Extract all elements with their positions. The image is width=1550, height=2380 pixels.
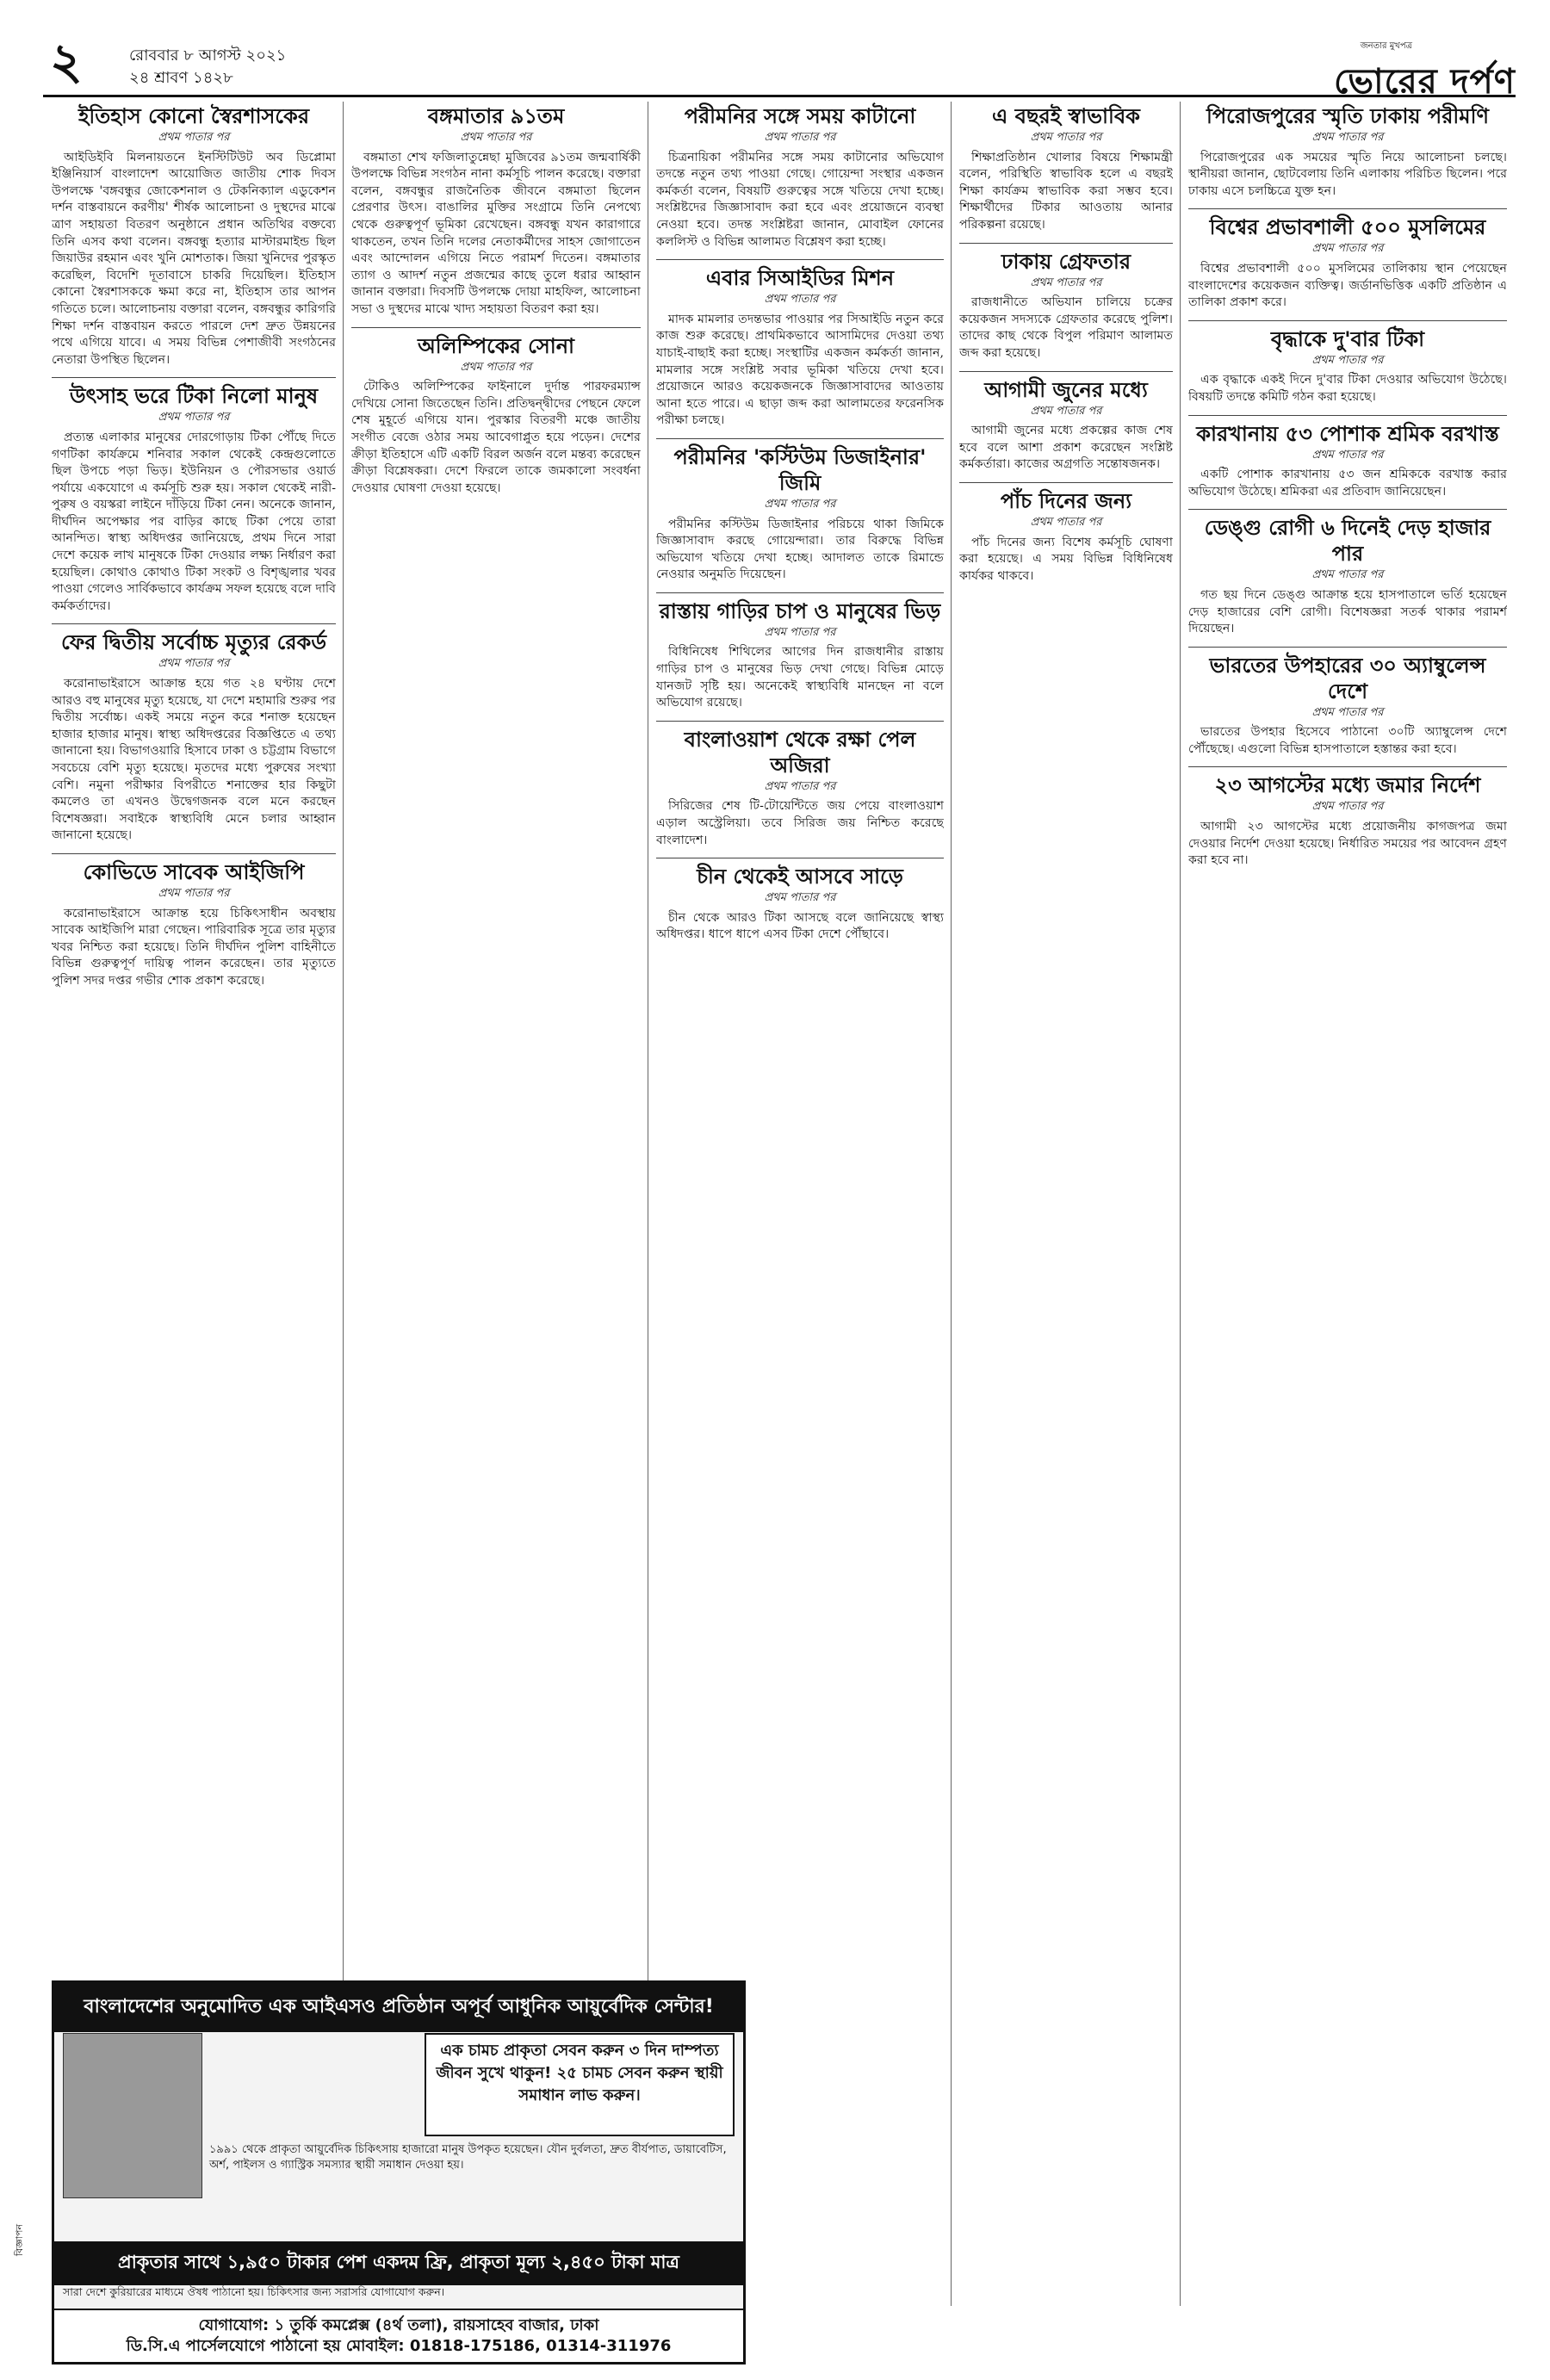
- jump-label: প্রথম পাতার পর: [158, 886, 230, 900]
- jump-label: প্রথম পাতার পর: [764, 497, 836, 511]
- story-body: টোকিও অলিম্পিকের ফাইনালে দুর্দান্ত পারফরম্যান্স দেখিয়ে সোনা জিতেছেন তিনি। প্রতিদ্বন্দ্বীদের পেছনে ফেলে শেষ মুহূর্তে এগিয়ে যান। পুরস্কার বিতরণী মঞ্চে জাতীয় সংগীত বেজে ওঠার সময় আবেগাপ্লুত হয়ে পড়েন। দেশের ক্রীড়া ইতিহাসে এটি একটি বিরল অর্জন বলে মন্তব্য করেছেন ক্রীড়া বিশ্লেষকরা। দেশে ফিরলে তাকে জমকালো সংবর্ধনা দেওয়ার ঘোষণা দেওয়া হয়েছে।: [351, 380, 641, 495]
- paper-tagline: জনতার মুখপত্র: [1360, 41, 1412, 51]
- story-death-record: [52, 629, 336, 845]
- jump-label: প্রথম পাতার পর: [1311, 242, 1384, 256]
- headline[interactable]: ২৩ আগস্টের মধ্যে জমার নির্দেশ: [1214, 773, 1481, 798]
- story-former-igp: [52, 859, 336, 990]
- story-olympic-gold: [351, 333, 641, 498]
- story-body: গত ছয় দিনে ডেঙ্গু আক্রান্ত হয়ে হাসপাতালে ভর্তি হয়েছেন দেড় হাজারের বেশি রোগী। বিশেষজ্ঞরা সতর্ক থাকার পরামর্শ দিয়েছেন।: [1188, 587, 1507, 636]
- ad-price-banner: প্রাকৃতার সাথে ১,৯৫০ টাকার পেশ একদম ফ্রি, প্রাকৃতা মূল্য ২,৪৫০ টাকা মাত্র: [54, 2241, 743, 2285]
- headline[interactable]: ইতিহাস কোনো স্বৈরশাসকের: [78, 104, 310, 128]
- page-number: ২: [50, 32, 83, 90]
- story-body: করোনাভাইরাসে আক্রান্ত হয়ে গত ২৪ ঘণ্টায় দেশে আরও বহু মানুষের মৃত্যু হয়েছে, যা দেশে মহামারি শুরুর পর দ্বিতীয় সর্বোচ্চ। একই সময়ে নতুন করে শনাক্ত হয়েছেন হাজার হাজার মানুষ। স্বাস্থ্য অধিদপ্তরের বিজ্ঞপ্তিতে এ তথ্য জানানো হয়। বিভাগওয়ারি হিসাবে ঢাকা ও চট্টগ্রাম বিভাগে সবচেয়ে বেশি মৃত্যু হয়েছে। মৃতদের মধ্যে পুরুষের সংখ্যা বেশি। নমুনা পরীক্ষার বিপরীতে শনাক্তের হার কিছুটা কমলেও তা এখনও উদ্বেগজনক বলে মনে করছেন বিশেষজ্ঞরা। সবাইকে স্বাস্থ্যবিধি মেনে চলার আহ্বান জানানো হয়েছে।: [52, 677, 336, 843]
- story-dengue: [1188, 515, 1507, 637]
- story-body: এক বৃদ্ধাকে একই দিনে দু'বার টিকা দেওয়ার অভিযোগ উঠেছে। বিষয়টি তদন্তে কমিটি গঠন করা হয়েছে।: [1188, 373, 1507, 404]
- jump-label: প্রথম পাতার পর: [1030, 131, 1102, 144]
- ad-doctor-photo: [63, 2033, 202, 2198]
- story-bangla-wash: [656, 727, 944, 849]
- headline[interactable]: উৎসাহ ভরে টিকা নিলো মানুষ: [69, 384, 319, 409]
- story-ambulances: [1188, 653, 1507, 759]
- headline[interactable]: বৃদ্ধাকে দু'বার টিকা: [1270, 326, 1425, 351]
- story-body: আগামী ২৩ আগস্টের মধ্যে প্রয়োজনীয় কাগজপত্র জমা দেওয়ার নির্দেশ দেওয়া হয়েছে। নির্ধারিত সময়ের পর আবেদন গ্রহণ করা হবে না।: [1188, 820, 1507, 868]
- story-body: চিত্রনায়িকা পরীমনির সঙ্গে সময় কাটানোর অভিযোগ তদন্তে নতুন তথ্য পাওয়া গেছে। গোয়েন্দা সংস্থার একজন কর্মকর্তা বলেন, বিষয়টি গুরুত্বের সঙ্গে খতিয়ে দেখা হচ্ছে। সংশ্লিষ্টদের জিজ্ঞাসাবাদ করা হবে এবং প্রয়োজনে ব্যবস্থা নেওয়া হবে। তদন্ত সংশ্লিষ্টরা জানান, মোবাইল ফোনের কললিস্ট ও বিভিন্ন আলামত বিশ্লেষণ করা হচ্ছে।: [656, 150, 944, 249]
- column-3: [656, 102, 944, 1970]
- jump-label: প্রথম পাতার পর: [1311, 131, 1384, 144]
- jump-label: প্রথম পাতার পর: [1311, 800, 1384, 814]
- advertisement[interactable]: [52, 1980, 746, 2365]
- story-body: একটি পোশাক কারখানায় ৫৩ জন শ্রমিককে বরখাস্ত করার অভিযোগ উঠেছে। শ্রমিকরা এর প্রতিবাদ জানিয়েছেন।: [1188, 468, 1507, 499]
- jump-label: প্রথম পাতার পর: [1311, 353, 1384, 367]
- column-divider: [343, 102, 344, 2306]
- ad-phone[interactable]: ডি.সি.এ পার্সেলযোগে পাঠানো হয় মোবাইল: 01818-175186, 01314-311976: [126, 2337, 672, 2355]
- story-body: বঙ্গমাতা শেখ ফজিলাতুন্নেছা মুজিবের ৯১তম জন্মবার্ষিকী উপলক্ষে বিভিন্ন সংগঠন নানা কর্মসূচি পালন করেছে। বক্তারা বলেন, বঙ্গবন্ধুর রাজনৈতিক জীবনে বঙ্গমাতা ছিলেন প্রেরণার উৎস। বাঙালির মুক্তির সংগ্রামে তিনি নেপথ্যে থেকে গুরুত্বপূর্ণ ভূমিকা রেখেছেন। বঙ্গবন্ধু যখন কারাগারে থাকতেন, তখন তিনি দলের নেতাকর্মীদের সাহস জোগাতেন এবং আন্দোলন এগিয়ে নিতে পরামর্শ দিতেন। বঙ্গমাতার ত্যাগ ও আদর্শ নতুন প্রজন্মের কাছে তুলে ধরার আহ্বান জানান বক্তারা। দিবসটি উপলক্ষে দোয়া মাহফিল, আলোচনা সভা ও দুস্থদের মাঝে খাদ্য সহায়তা বিতরণ করা হয়।: [351, 150, 641, 316]
- masthead: [43, 32, 1516, 102]
- story-body: ভারতের উপহার হিসেবে পাঠানো ৩০টি অ্যাম্বুলেন্স দেশে পৌঁছেছে। এগুলো বিভিন্ন হাসপাতালে হস্তান্তর করা হবে।: [1188, 725, 1507, 756]
- headline[interactable]: ফের দ্বিতীয় সর্বোচ্চ মৃত্যুর রেকর্ড: [60, 630, 326, 655]
- story-body: পিরোজপুরের এক সময়ের স্মৃতি নিয়ে আলোচনা চলছে। স্থানীয়রা জানান, ছোটবেলায় তিনি এলাকায় পরিচিত ছিলেন। পরে ঢাকায় এসে চলচ্চিত্রে যুক্ত হন।: [1188, 150, 1507, 198]
- story-five-days: [959, 488, 1173, 585]
- headline[interactable]: বাংলাওয়াশ থেকে রক্ষা পেল অজিরা: [684, 727, 916, 778]
- jump-label: প্রথম পাতার পর: [1311, 705, 1384, 719]
- column-divider: [951, 102, 952, 2306]
- headline[interactable]: অলিম্পিকের সোনা: [417, 333, 575, 358]
- story-body: রাজধানীতে অভিযান চালিয়ে চক্রের কয়েকজন সদস্যকে গ্রেফতার করেছে পুলিশ। তাদের কাছ থেকে বিপুল পরিমাণ আলামত জব্দ করা হয়েছে।: [959, 295, 1173, 360]
- jump-label: প্রথম পাতার পর: [1311, 448, 1384, 462]
- story-body: বিধিনিষেধ শিথিলের আগের দিন রাজধানীর রাস্তায় গাড়ির চাপ ও মানুষের ভিড় দেখা গেছে। বিভিন্ন মোড়ে যানজট সৃষ্টি হয়। অনেকেই স্বাস্থ্যবিধি মানছেন না বলে অভিযোগ রয়েছে।: [656, 645, 944, 710]
- story-history: [52, 103, 336, 369]
- story-dhaka-arrest: [959, 249, 1173, 363]
- story-body: সিরিজের শেষ টি-টোয়েন্টিতে জয় পেয়ে বাংলাওয়াশ এড়াল অস্ট্রেলিয়া। তবে সিরিজ জয় নিশ্চিত করেছে বাংলাদেশ।: [656, 799, 944, 847]
- ad-note: সারা দেশে কুরিয়ারের মাধ্যমে ঔষধ পাঠানো হয়। চিকিৎসার জন্য সরাসরি যোগাযোগ করুন।: [63, 2285, 445, 2298]
- date-bengali: ২৪ শ্রাবণ ১৪২৮: [129, 69, 233, 87]
- story-costume-designer: [656, 444, 944, 584]
- story-vaccine-enthusiasm: [52, 383, 336, 615]
- headline[interactable]: কারখানায় ৫৩ পোশাক শ্রমিক বরখাস্ত: [1196, 421, 1499, 446]
- headline[interactable]: কোভিডে সাবেক আইজিপি: [83, 859, 305, 884]
- story-china-vaccine: [656, 864, 944, 944]
- story-body: মাদক মামলার তদন্তভার পাওয়ার পর সিআইডি নতুন করে কাজ শুরু করেছে। প্রাথমিকভাবে আসামিদের দেওয়া তথ্য যাচাই-বাছাই করা হচ্ছে। সংস্থাটির একজন কর্মকর্তা জানান, মামলার সঙ্গে সংশ্লিষ্ট সবার ভূমিকা খতিয়ে দেখা হবে। প্রয়োজনে আরও কয়েকজনকে জিজ্ঞাসাবাদের আওতায় আনা হতে পারে। এ ছাড়া জব্দ করা আলামতের ফরেনসিক পরীক্ষা চলছে।: [656, 312, 944, 428]
- story-body: বিশ্বের প্রভাবশালী ৫০০ মুসলিমের তালিকায় স্থান পেয়েছেন বাংলাদেশের কয়েকজন ব্যক্তিত্ব। জর্ডানভিত্তিক একটি প্রতিষ্ঠান এ তালিকা প্রকাশ করে।: [1188, 261, 1507, 310]
- headline[interactable]: ভারতের উপহারের ৩০ অ্যাম্বুলেন্স দেশে: [1209, 653, 1486, 703]
- jump-label: প্রথম পাতার পর: [460, 131, 532, 144]
- ad-headline: বাংলাদেশের অনুমোদিত এক আইএসও প্রতিষ্ঠান অপূর্ব আধুনিক আয়ুর্বেদিক সেন্টার!: [54, 1983, 743, 2032]
- headline[interactable]: পিরোজপুরের স্মৃতি ঢাকায় পরীমণি: [1206, 104, 1489, 128]
- headline[interactable]: ঢাকায় গ্রেফতার: [1001, 249, 1132, 274]
- jump-label: প্রথম পাতার পর: [764, 891, 836, 905]
- jump-label: প্রথম পাতার পর: [1030, 276, 1102, 289]
- column-divider: [1180, 102, 1181, 2306]
- headline[interactable]: চীন থেকেই আসবে সাড়ে: [697, 865, 903, 889]
- jump-label: প্রথম পাতার পর: [764, 293, 836, 307]
- headline[interactable]: পরীমনির সঙ্গে সময় কাটানো: [684, 104, 916, 128]
- story-normal-this-year: [959, 103, 1173, 234]
- headline[interactable]: পাঁচ দিনের জন্য: [1000, 488, 1132, 513]
- story-influential-muslims: [1188, 214, 1507, 311]
- column-1: [52, 102, 336, 1970]
- story-body: পরীমনির কস্টিউম ডিজাইনার পরিচয়ে থাকা জিমিকে জিজ্ঞাসাবাদ করছে গোয়েন্দারা। তার বিরুদ্ধে বিভিন্ন অভিযোগ খতিয়ে দেখা হচ্ছে। আদালত তাকে রিমান্ডে নেওয়ার অনুমতি দিয়েছেন।: [656, 517, 944, 582]
- jump-label: প্রথম পাতার পর: [1030, 515, 1102, 529]
- story-body: শিক্ষাপ্রতিষ্ঠান খোলার বিষয়ে শিক্ষামন্ত্রী বলেন, পরিস্থিতি স্বাভাবিক হলে এ বছরই শিক্ষা কার্যক্রম স্বাভাবিক করা সম্ভব হবে। শিক্ষার্থীদের টিকার আওতায় আনার পরিকল্পনা রয়েছে।: [959, 150, 1173, 232]
- story-body: আইডিইবি মিলনায়তনে ইনস্টিটিউট অব ডিপ্লোমা ইঞ্জিনিয়ার্স বাংলাদেশ আয়োজিত জাতীয় শোক দিবস উপলক্ষে 'বঙ্গবন্ধুর জোকেশনাল ও টেকনিক্যাল এডুকেশন দর্শন বাস্তবায়নে করণীয়' শীর্ষক আলোচনা ও দুস্থদের মাঝে ত্রাণ সহায়তা বিতরণ অনুষ্ঠানে প্রধান অতিথির বক্তব্যে তিনি এসব কথা বলেন। বঙ্গবন্ধু হত্যার মাস্টারমাইন্ড ছিল জিয়াউর রহমান এবং খুনি মোশতাক। জিয়া খুনিদের পুরস্কৃত করেছিল, বিদেশি দূতাবাসে চাকরি দিয়েছিল। ইতিহাস কোনো স্বৈরশাসককে ক্ষমা করে না, ইতিহাস তার আপন গতিতে চলে। আলোচনায় বক্তারা বলেন, বঙ্গবন্ধুর কারিগরি শিক্ষা দর্শন বাস্তবায়ন করতে পারলে দেশ দ্রুত উন্নয়নের পথে এগিয়ে যাবে। এ সময় বিভিন্ন পেশাজীবী সংগঠনের নেতারা উপস্থিত ছিলেন।: [52, 150, 336, 367]
- headline[interactable]: ডেঙ্গু রোগী ৬ দিনেই দেড় হাজার পার: [1204, 516, 1491, 567]
- date-gregorian: রোববার ৮ আগস্ট ২০২১: [129, 46, 287, 65]
- headline[interactable]: আগামী জুনের মধ্যে: [984, 377, 1148, 402]
- column-4: [959, 102, 1173, 2323]
- story-cid-mission: [656, 265, 944, 430]
- headline[interactable]: রাস্তায় গাড়ির চাপ ও মানুষের ভিড়: [659, 598, 941, 623]
- jump-label: প্রথম পাতার পর: [158, 131, 230, 144]
- jump-label: প্রথম পাতার পর: [764, 625, 836, 639]
- story-porimoni-time: [656, 103, 944, 251]
- side-code: বিজ্ঞাপন: [14, 2223, 25, 2256]
- story-body: করোনাভাইরাসে আক্রান্ত হয়ে চিকিৎসাধীন অবস্থায় সাবেক আইজিপি মারা গেছেন। পারিবারিক সূত্রে তার মৃত্যুর খবর নিশ্চিত করা হয়েছে। তিনি দীর্ঘদিন পুলিশ বাহিনীতে বিভিন্ন গুরুত্বপূর্ণ দায়িত্ব পালন করেছেন। তার মৃত্যুতে পুলিশ সদর দপ্তর গভীর শোক প্রকাশ করেছে।: [52, 906, 336, 988]
- headline[interactable]: বিশ্বের প্রভাবশালী ৫০০ মুসলিমের: [1209, 215, 1486, 240]
- story-double-vaccine: [1188, 326, 1507, 406]
- story-body: পাঁচ দিনের জন্য বিশেষ কর্মসূচি ঘোষণা করা হয়েছে। এ সময় বিভিন্ন বিধিনিষেধ কার্যকর থাকবে।: [959, 535, 1173, 583]
- headline[interactable]: বঙ্গমাতার ৯১তম: [427, 104, 565, 128]
- ad-contact: [54, 2309, 743, 2362]
- ad-offer: এক চামচ প্রাকৃতা সেবন করুন ৩ দিন দাম্পত্য জীবন সুখে থাকুন! ২৫ চামচ সেবন করুন স্থায়ী সমাধান লাভ করুন।: [425, 2033, 735, 2136]
- story-deadline-aug23: [1188, 772, 1507, 869]
- story-body: চীন থেকে আরও টিকা আসছে বলে জানিয়েছে স্বাস্থ্য অধিদপ্তর। ধাপে ধাপে এসব টিকা দেশে পৌঁছাবে।: [656, 910, 944, 942]
- ad-address: যোগাযোগ: ১ তুর্কি কমপ্লেক্স (৪র্থ তলা), রায়সাহেব বাজার, ঢাকা: [198, 2316, 599, 2334]
- jump-label: প্রথম পাতার পর: [1030, 404, 1102, 418]
- column-2: [351, 102, 641, 1970]
- headline[interactable]: এবার সিআইডির মিশন: [705, 266, 895, 291]
- column-5: [1188, 102, 1507, 2323]
- story-pirojpur-memory: [1188, 103, 1507, 200]
- jump-label: প্রথম পাতার পর: [460, 360, 532, 374]
- story-body: প্রত্যন্ত এলাকার মানুষের দোরগোড়ায় টিকা পৌঁছে দিতে গণটিকা কার্যক্রমে শনিবার সকাল থেকেই কেন্দ্রগুলোতে ছিল উপচে পড়া ভিড়। ইউনিয়ন ও পৌরসভার ওয়ার্ড পর্যায়ে একযোগে এ কর্মসূচি শুরু হয়। সকাল থেকেই নারী-পুরুষ ও বয়স্করা লাইনে দাঁড়িয়ে টিকা নেন। অনেকে জানান, দীর্ঘদিন অপেক্ষার পর বাড়ির কাছে টিকা পেয়ে তারা আনন্দিত। স্বাস্থ্য অধিদপ্তর জানিয়েছে, প্রথম দিনে সারা দেশে কয়েক লাখ মানুষকে টিকা দেওয়ার লক্ষ্য নির্ধারণ করা হয়েছিল। কোথাও কোথাও টিকা সংকট ও বিশৃঙ্খলার খবর পাওয়া গেলেও সার্বিকভাবে কার্যক্রম সফল হয়েছে বলে দাবি কর্মকর্তাদের।: [52, 430, 336, 613]
- jump-label: প্রথম পাতার পর: [1311, 568, 1384, 582]
- story-road-traffic: [656, 598, 944, 712]
- ad-body: ১৯৯১ থেকে প্রাকৃতা আয়ুর্বেদিক চিকিৎসায় হাজারো মানুষ উপকৃত হয়েছেন। যৌন দুর্বলতা, দ্রুত বীর্যপাত, ডায়াবেটিস, অর্শ, পাইলস ও গ্যাস্ট্রিক সমস্যার স্থায়ী সমাধান দেওয়া হয়।: [209, 2143, 727, 2172]
- jump-label: প্রথম পাতার পর: [764, 779, 836, 793]
- story-by-next-june: [959, 377, 1173, 474]
- jump-label: প্রথম পাতার পর: [158, 657, 230, 671]
- jump-label: প্রথম পাতার পর: [158, 411, 230, 425]
- story-garment-workers: [1188, 421, 1507, 501]
- headline[interactable]: পরীমনির 'কস্টিউম ডিজাইনার' জিমি: [673, 444, 927, 495]
- jump-label: প্রথম পাতার পর: [764, 131, 836, 144]
- paper-name: ভোরের দর্পণ: [1334, 62, 1516, 102]
- story-body: আগামী জুনের মধ্যে প্রকল্পের কাজ শেষ হবে বলে আশা প্রকাশ করেছেন সংশ্লিষ্ট কর্মকর্তারা। কাজের অগ্রগতি সন্তোষজনক।: [959, 424, 1173, 472]
- dateline: [129, 45, 286, 90]
- headline[interactable]: এ বছরই স্বাভাবিক: [992, 104, 1140, 128]
- story-bangamata: [351, 103, 641, 319]
